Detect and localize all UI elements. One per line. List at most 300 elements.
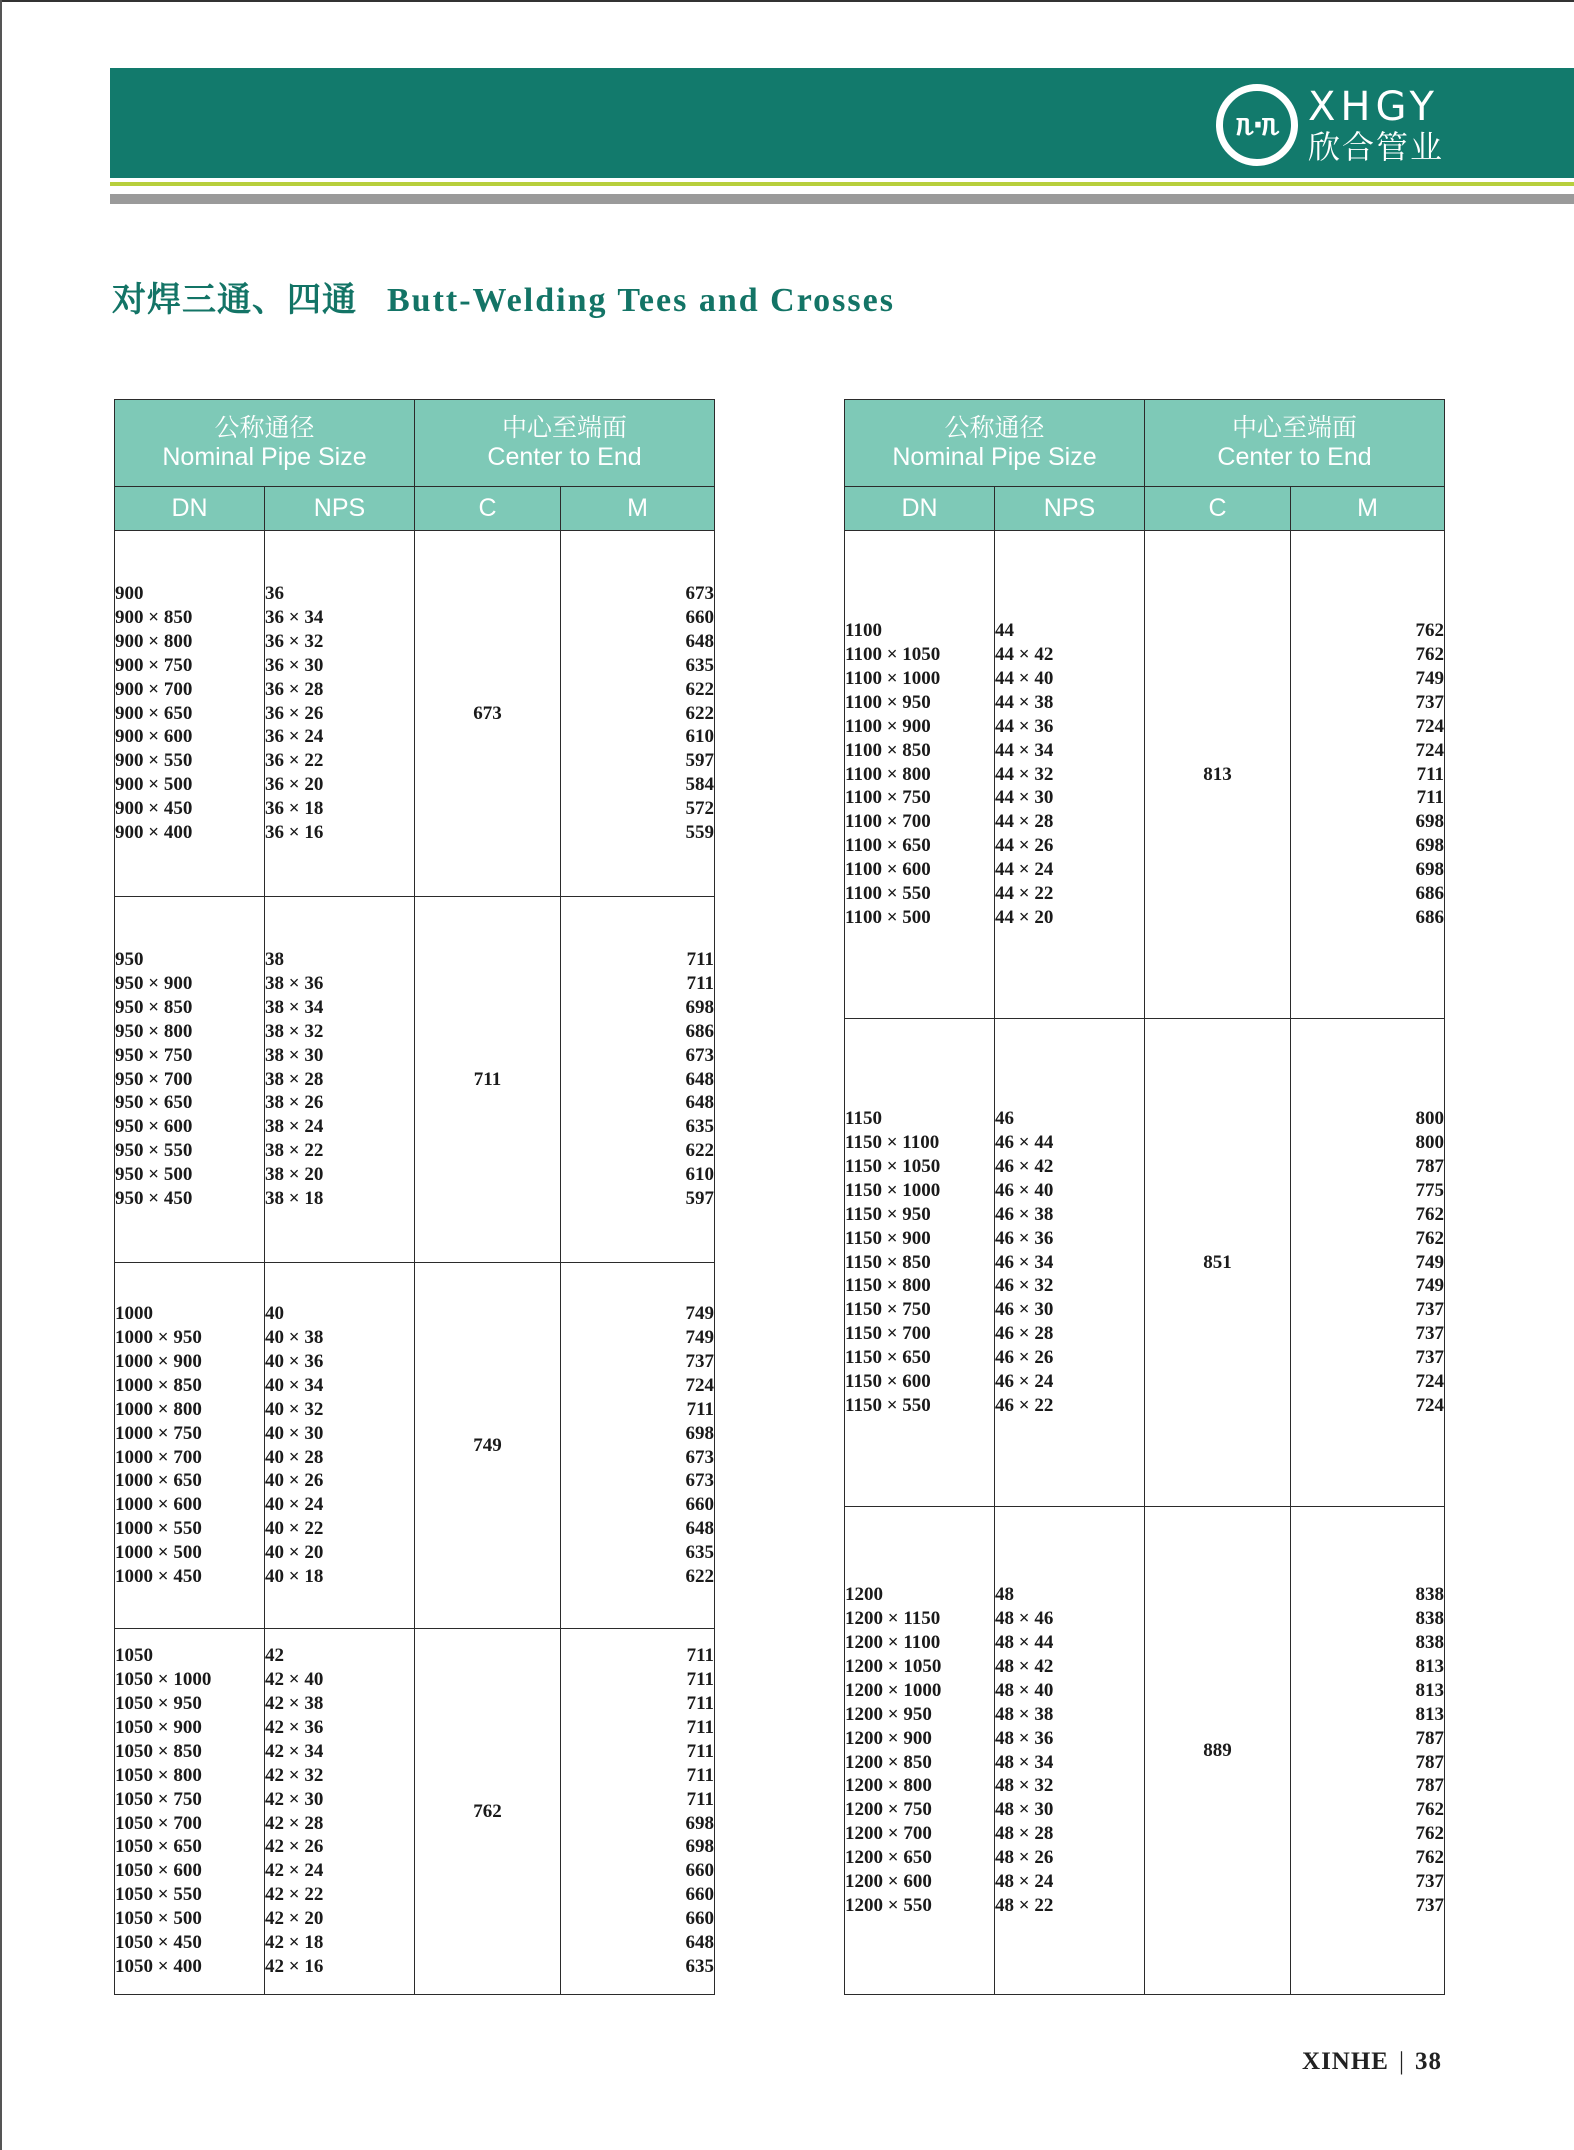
m-cell-value: 737 — [685, 1350, 715, 1372]
m-cell-value: 648 — [685, 1068, 715, 1090]
page-title-cn: 对焊三通、四通 — [112, 282, 357, 319]
dn-cell-value: 1150 × 700 — [845, 1323, 931, 1345]
c-cell: 711 — [415, 897, 561, 1263]
dn-cell-value: 1200 × 850 — [845, 1751, 932, 1773]
m-cell-value: 800 — [1415, 1108, 1445, 1130]
dn-cell-value: 1000 × 900 — [115, 1350, 202, 1372]
nps-cell-value: 38 × 22 — [265, 1140, 324, 1162]
dn-cell-value: 1050 — [115, 1645, 153, 1667]
dn-cell-value: 1200 × 600 — [845, 1871, 932, 1893]
footer-brand: XINHE — [1302, 2048, 1389, 2075]
m-cell-value: 724 — [1415, 715, 1445, 737]
dn-cell-value: 950 × 500 — [115, 1164, 193, 1186]
header-m: M — [561, 487, 715, 531]
nps-cell — [265, 1629, 415, 1995]
dn-cell-value: 1100 × 750 — [845, 787, 931, 809]
nps-cell-value: 46 × 40 — [995, 1179, 1054, 1201]
dn-cell-value: 1050 × 400 — [115, 1955, 202, 1977]
dn-cell-value: 1200 × 700 — [845, 1823, 932, 1845]
dn-cell-value: 1000 × 650 — [115, 1470, 202, 1492]
m-cell-value: 737 — [1415, 1323, 1445, 1345]
dn-cell-value: 1050 × 550 — [115, 1884, 202, 1906]
size-group-row — [115, 1263, 715, 1629]
dn-cell-value: 1150 × 1000 — [845, 1179, 941, 1201]
c-cell: 762 — [415, 1629, 561, 1995]
dn-cell-value: 1200 × 900 — [845, 1727, 932, 1749]
dn-cell-value: 1100 × 700 — [845, 811, 931, 833]
m-cell-value: 673 — [685, 1044, 715, 1066]
nps-cell-value: 42 × 28 — [265, 1812, 324, 1834]
nps-cell-value: 36 × 20 — [265, 774, 324, 796]
nps-cell-value: 40 × 38 — [265, 1326, 324, 1348]
m-cell-value: 610 — [685, 726, 715, 748]
m-cell-value: 660 — [685, 1494, 715, 1516]
spec-table-right — [844, 399, 1445, 1995]
m-cell-value: 737 — [1415, 691, 1445, 713]
m-cell-value: 648 — [685, 1092, 715, 1114]
nps-cell-value: 42 × 22 — [265, 1884, 324, 1906]
page-border — [0, 0, 2, 2150]
nps-cell-value: 36 × 24 — [265, 726, 324, 748]
logo-text — [1307, 84, 1444, 166]
dn-cell-value: 950 × 650 — [115, 1092, 193, 1114]
dn-cell-value: 1200 × 750 — [845, 1799, 932, 1821]
nps-cell-value: 48 × 34 — [995, 1751, 1054, 1773]
dn-cell-value: 950 × 450 — [115, 1188, 193, 1210]
m-cell-value: 711 — [1416, 763, 1445, 785]
dn-cell-value: 1150 × 950 — [845, 1203, 931, 1225]
header-c: C — [1145, 487, 1291, 531]
dn-cell — [115, 1263, 265, 1629]
dn-cell-value: 1200 × 1100 — [845, 1631, 941, 1653]
dn-cell-value: 950 × 550 — [115, 1140, 193, 1162]
dn-cell-value: 1050 × 800 — [115, 1764, 202, 1786]
nps-cell-value: 40 × 30 — [265, 1422, 324, 1444]
nps-cell-value: 46 × 24 — [995, 1371, 1054, 1393]
nps-cell-value: 48 × 36 — [995, 1727, 1054, 1749]
m-cell-value: 559 — [685, 822, 715, 844]
nps-cell-value: 48 × 22 — [995, 1894, 1054, 1916]
header-nominal-size-cn: 公称通径 — [214, 414, 315, 442]
dn-cell-value: 1200 × 1050 — [845, 1655, 942, 1677]
dn-cell-value: 1150 × 1050 — [845, 1155, 941, 1177]
m-cell-value: 737 — [1415, 1871, 1445, 1893]
nps-cell-value: 42 × 16 — [265, 1955, 324, 1977]
nps-cell-value: 44 × 32 — [995, 763, 1054, 785]
m-cell-value: 787 — [1415, 1751, 1445, 1773]
nps-cell-value: 40 × 20 — [265, 1542, 324, 1564]
nps-cell-value: 46 × 22 — [995, 1394, 1054, 1416]
nps-cell-value: 36 × 26 — [265, 702, 324, 724]
m-cell-value: 749 — [1415, 1275, 1445, 1297]
m-cell — [1291, 1019, 1445, 1507]
m-cell-value: 660 — [685, 1908, 715, 1930]
m-cell-value: 660 — [685, 1884, 715, 1906]
nps-cell-value: 36 × 16 — [265, 822, 324, 844]
m-cell-value: 635 — [685, 1542, 715, 1564]
m-cell-value: 711 — [686, 1645, 715, 1667]
m-cell-value: 800 — [1415, 1132, 1445, 1154]
m-cell-value: 711 — [686, 1669, 715, 1691]
dn-cell-value: 1100 × 650 — [845, 835, 931, 857]
dn-cell-value: 1150 × 750 — [845, 1299, 931, 1321]
dn-cell-value: 900 × 500 — [115, 774, 193, 796]
size-group-row — [845, 1507, 1445, 1995]
m-cell-value: 711 — [686, 1764, 715, 1786]
nps-cell-value: 46 × 38 — [995, 1203, 1054, 1225]
size-group-row — [845, 531, 1445, 1019]
nps-cell-value: 48 × 40 — [995, 1679, 1054, 1701]
nps-cell-value: 48 — [995, 1584, 1014, 1606]
dn-cell-value: 1000 × 750 — [115, 1422, 202, 1444]
nps-cell-value: 42 × 38 — [265, 1692, 324, 1714]
size-group-row — [115, 1629, 715, 1995]
dn-cell — [845, 531, 995, 1019]
nps-cell-value: 40 × 28 — [265, 1446, 324, 1468]
m-cell-value: 610 — [685, 1164, 715, 1186]
m-cell-value: 813 — [1415, 1655, 1445, 1677]
nps-cell — [995, 1019, 1145, 1507]
m-cell-value: 686 — [1415, 906, 1445, 928]
header-center-to-end-en: Center to End — [487, 443, 642, 471]
dn-cell-value: 1150 × 850 — [845, 1251, 931, 1273]
nps-cell-value: 44 × 20 — [995, 906, 1054, 928]
m-cell-value: 737 — [1415, 1299, 1445, 1321]
m-cell-value: 724 — [1415, 1371, 1445, 1393]
m-cell-value: 838 — [1415, 1584, 1445, 1606]
nps-cell-value: 42 × 34 — [265, 1740, 324, 1762]
c-cell: 749 — [415, 1263, 561, 1629]
dn-cell — [845, 1019, 995, 1507]
nps-cell-value: 38 × 28 — [265, 1068, 324, 1090]
nps-cell-value: 36 × 34 — [265, 606, 324, 628]
header-center-to-end-en: Center to End — [1217, 443, 1372, 471]
m-cell-value: 635 — [685, 1116, 715, 1138]
dn-cell — [115, 897, 265, 1263]
dn-cell-value: 1100 × 550 — [845, 883, 931, 905]
m-cell-value: 762 — [1415, 620, 1445, 642]
nps-cell-value: 40 × 34 — [265, 1374, 324, 1396]
m-cell-value: 698 — [685, 996, 715, 1018]
m-cell-value: 622 — [685, 678, 715, 700]
page-title — [112, 272, 895, 321]
c-cell: 813 — [1145, 531, 1291, 1019]
nps-cell-value: 46 × 26 — [995, 1347, 1054, 1369]
m-cell-value: 787 — [1415, 1775, 1445, 1797]
nps-cell — [995, 1507, 1145, 1995]
dn-cell-value: 900 × 450 — [115, 798, 193, 820]
header-nps: NPS — [265, 487, 415, 531]
dn-cell-value: 1050 × 900 — [115, 1716, 202, 1738]
dn-cell-value: 1100 × 1050 — [845, 644, 941, 666]
m-cell-value: 711 — [686, 1692, 715, 1714]
nps-cell-value: 48 × 24 — [995, 1871, 1054, 1893]
nps-cell-value: 42 × 32 — [265, 1764, 324, 1786]
m-cell-value: 597 — [685, 750, 715, 772]
m-cell-value: 724 — [685, 1374, 715, 1396]
dn-cell-value: 1100 — [845, 620, 882, 642]
nps-cell-value: 44 × 40 — [995, 667, 1054, 689]
m-cell-value: 711 — [686, 972, 715, 994]
dn-cell-value: 1150 × 900 — [845, 1227, 931, 1249]
m-cell — [1291, 531, 1445, 1019]
nps-cell-value: 42 × 36 — [265, 1716, 324, 1738]
nps-cell-value: 46 × 42 — [995, 1155, 1054, 1177]
m-cell-value: 813 — [1415, 1679, 1445, 1701]
header-center-to-end-cn: 中心至端面 — [502, 414, 628, 442]
size-group-row — [845, 1019, 1445, 1507]
dn-cell-value: 1150 × 1100 — [845, 1132, 940, 1154]
size-group-row — [115, 531, 715, 897]
dn-cell-value: 1200 × 550 — [845, 1894, 932, 1916]
page-border — [0, 0, 1574, 2]
dn-cell-value: 900 × 600 — [115, 726, 193, 748]
nps-cell-value: 40 — [265, 1303, 284, 1325]
nps-cell-value: 48 × 38 — [995, 1703, 1054, 1725]
m-cell-value: 622 — [685, 702, 715, 724]
m-cell-value: 762 — [1415, 1823, 1445, 1845]
nps-cell-value: 44 × 26 — [995, 835, 1054, 857]
nps-cell-value: 38 × 18 — [265, 1188, 324, 1210]
dn-cell-value: 950 × 750 — [115, 1044, 193, 1066]
nps-cell-value: 44 × 36 — [995, 715, 1054, 737]
dn-cell-value: 950 — [115, 949, 144, 971]
footer-separator: | — [1398, 2048, 1405, 2075]
header-nps: NPS — [995, 487, 1145, 531]
dn-cell-value: 1050 × 850 — [115, 1740, 202, 1762]
m-cell-value: 749 — [685, 1303, 715, 1325]
m-cell — [561, 897, 715, 1263]
nps-cell-value: 46 × 28 — [995, 1323, 1054, 1345]
dn-cell-value: 1000 — [115, 1303, 153, 1325]
dn-cell-value: 1050 × 450 — [115, 1932, 202, 1954]
nps-cell-value: 44 × 22 — [995, 883, 1054, 905]
dn-cell-value: 950 × 600 — [115, 1116, 193, 1138]
nps-cell-value: 36 — [265, 583, 284, 605]
dn-cell-value: 950 × 850 — [115, 996, 193, 1018]
m-cell-value: 749 — [685, 1326, 715, 1348]
nps-cell-value: 48 × 28 — [995, 1823, 1054, 1845]
nps-cell-value: 38 × 34 — [265, 996, 324, 1018]
nps-cell-value: 40 × 36 — [265, 1350, 324, 1372]
nps-cell-value: 38 × 32 — [265, 1020, 324, 1042]
m-cell-value: 737 — [1415, 1894, 1445, 1916]
nps-cell-value: 48 × 42 — [995, 1655, 1054, 1677]
nps-cell-value: 46 × 44 — [995, 1132, 1054, 1154]
nps-cell-value: 44 × 42 — [995, 644, 1054, 666]
nps-cell-value: 36 × 22 — [265, 750, 324, 772]
dn-cell-value: 1000 × 600 — [115, 1494, 202, 1516]
dn-cell-value: 1100 × 850 — [845, 739, 931, 761]
m-cell-value: 698 — [685, 1812, 715, 1834]
header-center-to-end — [415, 400, 715, 487]
logo-mark-icon: ᥰ·ᥰ — [1216, 84, 1298, 166]
dn-cell-value: 1000 × 500 — [115, 1542, 202, 1564]
dn-cell-value: 1200 × 650 — [845, 1847, 932, 1869]
dn-cell-value: 900 × 850 — [115, 606, 193, 628]
m-cell-value: 622 — [685, 1140, 715, 1162]
m-cell-value: 635 — [685, 1955, 715, 1977]
nps-cell-value: 44 — [995, 620, 1014, 642]
dn-cell-value: 1100 × 1000 — [845, 667, 941, 689]
m-cell-value: 660 — [685, 1860, 715, 1882]
m-cell-value: 813 — [1415, 1703, 1445, 1725]
header-nominal-size-en: Nominal Pipe Size — [892, 443, 1097, 471]
m-cell-value: 749 — [1415, 1251, 1445, 1273]
nps-cell-value: 42 × 18 — [265, 1932, 324, 1954]
nps-cell-value: 42 × 20 — [265, 1908, 324, 1930]
nps-cell-value: 48 × 30 — [995, 1799, 1054, 1821]
dn-cell-value: 950 × 800 — [115, 1020, 193, 1042]
dn-cell — [115, 531, 265, 897]
dn-cell-value: 900 × 800 — [115, 630, 193, 652]
m-cell-value: 787 — [1415, 1727, 1445, 1749]
m-cell-value: 711 — [686, 1740, 715, 1762]
nps-cell-value: 42 × 24 — [265, 1860, 324, 1882]
nps-cell — [995, 531, 1145, 1019]
dn-cell-value: 1150 × 550 — [845, 1394, 931, 1416]
dn-cell-value: 1000 × 950 — [115, 1326, 202, 1348]
nps-cell-value: 44 × 24 — [995, 859, 1054, 881]
dn-cell-value: 900 × 750 — [115, 654, 193, 676]
nps-cell — [265, 897, 415, 1263]
dn-cell-value: 1150 × 600 — [845, 1371, 931, 1393]
dn-cell-value: 1050 × 600 — [115, 1860, 202, 1882]
dn-cell-value: 1050 × 500 — [115, 1908, 202, 1930]
page-title-en: Butt-Welding Tees and Crosses — [387, 282, 895, 319]
m-cell-value: 660 — [685, 606, 715, 628]
m-cell-value: 711 — [1416, 787, 1445, 809]
nps-cell-value: 42 — [265, 1645, 284, 1667]
nps-cell-value: 44 × 30 — [995, 787, 1054, 809]
m-cell-value: 686 — [685, 1020, 715, 1042]
dn-cell-value: 900 × 400 — [115, 822, 193, 844]
header-c: C — [415, 487, 561, 531]
nps-cell-value: 36 × 28 — [265, 678, 324, 700]
m-cell-value: 749 — [1415, 667, 1445, 689]
header-rule — [110, 194, 1574, 204]
dn-cell-value: 1150 × 650 — [845, 1347, 931, 1369]
m-cell-value: 673 — [685, 1470, 715, 1492]
dn-cell-value: 950 × 700 — [115, 1068, 193, 1090]
nps-cell-value: 38 × 30 — [265, 1044, 324, 1066]
dn-cell-value: 1100 × 600 — [845, 859, 931, 881]
dn-cell-value: 900 × 550 — [115, 750, 193, 772]
dn-cell-value: 1200 — [845, 1584, 883, 1606]
dn-cell-value: 1000 × 850 — [115, 1374, 202, 1396]
m-cell-value: 711 — [686, 1716, 715, 1738]
brand-name-en: XHGY — [1307, 84, 1439, 130]
dn-cell-value: 1050 × 650 — [115, 1836, 202, 1858]
nps-cell-value: 36 × 30 — [265, 654, 324, 676]
dn-cell-value: 1050 × 950 — [115, 1692, 202, 1714]
m-cell-value: 648 — [685, 1932, 715, 1954]
header-rule — [110, 186, 1574, 192]
m-cell-value: 686 — [1415, 883, 1445, 905]
m-cell-value: 648 — [685, 1518, 715, 1540]
nps-cell-value: 42 × 40 — [265, 1669, 324, 1691]
m-cell-value: 648 — [685, 630, 715, 652]
dn-cell-value: 1000 × 800 — [115, 1398, 202, 1420]
m-cell-value: 838 — [1415, 1631, 1445, 1653]
size-group-row — [115, 897, 715, 1263]
page-number: 38 — [1415, 2048, 1442, 2075]
nps-cell-value: 46 — [995, 1108, 1014, 1130]
dn-cell-value: 1100 × 500 — [845, 906, 931, 928]
brand-name-cn: 欣合管业 — [1307, 128, 1444, 166]
dn-cell-value: 1000 × 450 — [115, 1566, 202, 1588]
dn-cell-value: 1000 × 550 — [115, 1518, 202, 1540]
m-cell-value: 762 — [1415, 1203, 1445, 1225]
nps-cell-value: 40 × 32 — [265, 1398, 324, 1420]
nps-cell-value: 48 × 46 — [995, 1608, 1054, 1630]
m-cell-value: 724 — [1415, 739, 1445, 761]
m-cell-value: 698 — [685, 1422, 715, 1444]
nps-cell-value: 46 × 32 — [995, 1275, 1054, 1297]
m-cell-value: 572 — [685, 798, 715, 820]
header-nominal-size — [845, 400, 1145, 487]
dn-cell-value: 1200 × 1150 — [845, 1608, 941, 1630]
m-cell-value: 597 — [685, 1188, 715, 1210]
dn-cell-value: 950 × 900 — [115, 972, 193, 994]
header-dn: DN — [115, 487, 265, 531]
dn-cell-value: 1000 × 700 — [115, 1446, 202, 1468]
page-footer — [1302, 2048, 1442, 2076]
m-cell-value: 762 — [1415, 644, 1445, 666]
dn-cell-value: 1100 × 800 — [845, 763, 931, 785]
nps-cell-value: 42 × 26 — [265, 1836, 324, 1858]
nps-cell-value: 38 × 36 — [265, 972, 324, 994]
m-cell-value: 622 — [685, 1566, 715, 1588]
dn-cell-value: 1200 × 800 — [845, 1775, 932, 1797]
m-cell — [561, 1629, 715, 1995]
nps-cell-value: 40 × 26 — [265, 1470, 324, 1492]
m-cell-value: 762 — [1415, 1847, 1445, 1869]
nps-cell-value: 44 × 34 — [995, 739, 1054, 761]
c-cell: 851 — [1145, 1019, 1291, 1507]
nps-cell-value: 44 × 28 — [995, 811, 1054, 833]
nps-cell-value: 46 × 30 — [995, 1299, 1054, 1321]
m-cell-value: 711 — [686, 1398, 715, 1420]
m-cell — [1291, 1507, 1445, 1995]
m-cell-value: 698 — [1415, 811, 1445, 833]
m-cell-value: 787 — [1415, 1155, 1445, 1177]
c-cell: 889 — [1145, 1507, 1291, 1995]
dn-cell-value: 900 × 700 — [115, 678, 193, 700]
header-nominal-size-en: Nominal Pipe Size — [162, 443, 367, 471]
dn-cell-value: 900 — [115, 583, 144, 605]
m-cell-value: 711 — [686, 949, 715, 971]
dn-cell-value: 1100 × 950 — [845, 691, 931, 713]
dn-cell-value: 1150 — [845, 1108, 882, 1130]
brand-logo — [1216, 84, 1444, 166]
m-cell-value: 635 — [685, 654, 715, 676]
header-nominal-size-cn: 公称通径 — [944, 414, 1045, 442]
dn-cell-value: 1050 × 700 — [115, 1812, 202, 1834]
m-cell-value: 584 — [685, 774, 715, 796]
header-nominal-size — [115, 400, 415, 487]
nps-cell-value: 36 × 18 — [265, 798, 324, 820]
nps-cell-value: 40 × 18 — [265, 1566, 324, 1588]
nps-cell-value: 44 × 38 — [995, 691, 1054, 713]
dn-cell-value: 1200 × 950 — [845, 1703, 932, 1725]
nps-cell-value: 48 × 26 — [995, 1847, 1054, 1869]
m-cell — [561, 1263, 715, 1629]
header-m: M — [1291, 487, 1445, 531]
nps-cell-value: 38 × 26 — [265, 1092, 324, 1114]
m-cell-value: 698 — [685, 1836, 715, 1858]
m-cell-value: 724 — [1415, 1394, 1445, 1416]
